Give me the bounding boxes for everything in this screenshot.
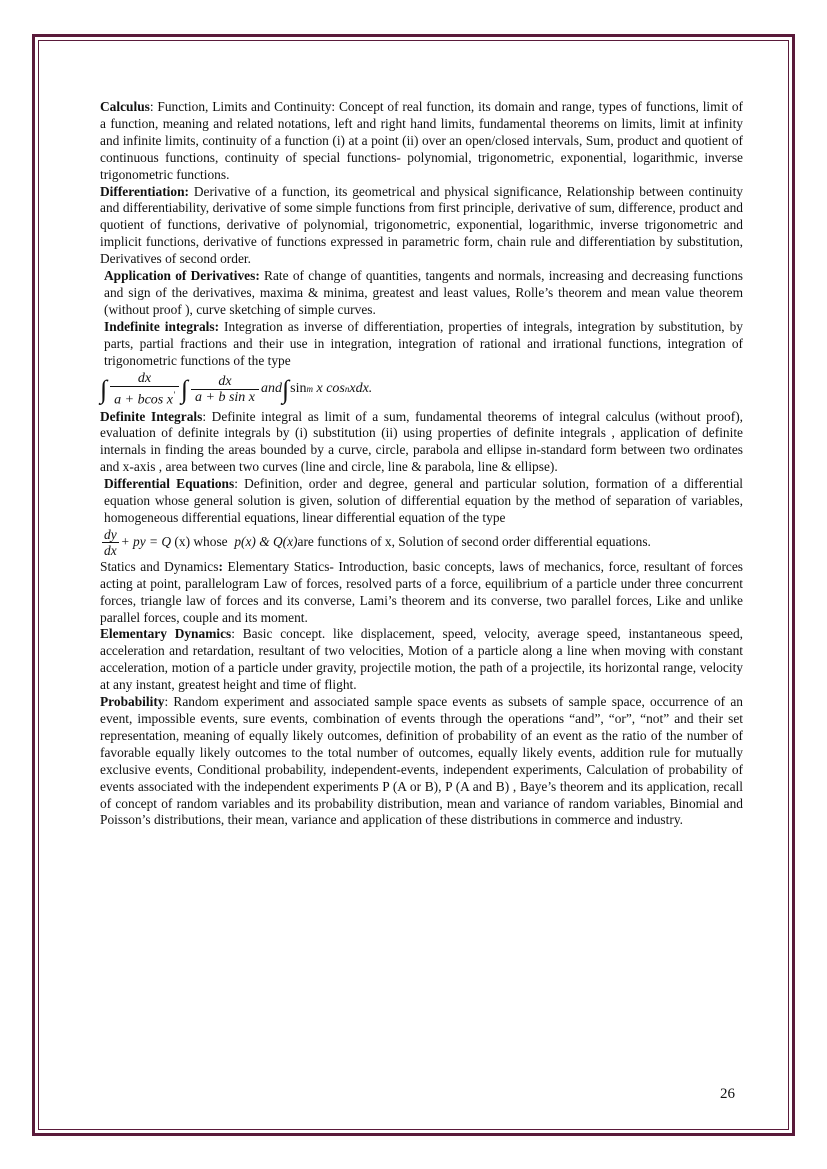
formula-x-whose: (x) whose [171,534,235,550]
page-number: 26 [720,1086,735,1102]
syllabus-content [100,99,743,829]
section-differentiation [100,184,743,269]
calculus-heading: Calculus [100,99,150,114]
application-heading: Application of Derivatives: [104,268,260,284]
fraction-2 [191,374,259,406]
dy-dx-fraction [102,527,119,559]
section-probability [100,694,743,829]
indefinite-body: Integration as inverse of differentiation, properties of integrals, integration by substitution, by parts, partial fractions and their use in integration, integration of rational and irrational functions, integration of trigonometric functions of the type [104,318,743,368]
indefinite-heading: Indefinite integrals: [104,318,220,334]
integral-sign-icon: ∫ [180,374,189,404]
fraction-2-numerator: dx [218,373,232,389]
differentiation-heading: Differentiation: [100,183,190,199]
section-differential-equations [100,476,743,527]
probability-body: : Random experiment and associated sample space events as subsets of sample space, occurrence of an event, impossible events, sure events, combination of events through the operations “and”, “or”, “not” and their set representation, meaning of equally likely outcomes, definition of probability of an event as the ratio of the number of favorable equally likely outcomes to the total number of outcomes, equally likely events, addition rule for mutually exclusive events, Conditional probability, independent-events, independent experiments, Calculation of probability of events associated with the independent experiments P (A or B), P (A and B) , Baye’s theorem and its application, recall of concept of random variables and its probability distribution, mean and variance of random variables, Binomial and Poisson’s distributions, their mean, variance and application of these distributions in commerce and industry. [100,694,743,828]
formula-pq: p(x) & Q(x) [234,534,298,550]
statics-heading-colon: : [218,558,223,574]
integral-sign-icon: ∫ [282,374,290,404]
fraction-1-denominator-text: a + bcos x [114,392,173,408]
dynamics-heading: Elementary Dynamics [100,626,232,642]
fraction-1-mark: ' [172,389,175,400]
formula-sin: sin [290,381,307,397]
differential-body: : Definition, order and degree, general and particular solution, formation of a differential equation whose general solution is given, solution of differential equation by the method of separation of variables, homogeneous differential equations, linear differential equation of the type [104,476,743,525]
formula-tail: are functions of x, Solution of second order differential equations. [297,534,651,550]
dx-denominator: dx [104,542,117,558]
integral-sign-icon: ∫ [100,374,108,404]
calculus-body: : Function, Limits and Continuity: Concept of real function, its domain and range, types of functions, limit of a function, meaning and related notations, left and right hand limits, fundamental theorems on limits, limit at infinity and infinite limits, continuity of a function (i) at a point (ii) over an open/closed intervals, Sum, product and quotient of continuous functions, continuity of special functions- polynomial, trigonometric, exponential, logarithmic, inverse trigonometric functions. [100,99,743,182]
section-definite-integrals [100,409,743,477]
section-application-of-derivatives [100,268,743,319]
definite-body: : Definite integral as limit of a sum, fundamental theorems of integral calculus (without proof), evaluation of definite integrals by (i) substitution (ii) using properties of definite integrals , application of definite internals in finding the areas bounded by a curve, circle, parabola and ellipse in-standard form between two ordinates and x-axis , area between two curves (line and circle, line & parabola, line & ellipse). [100,408,743,475]
fraction-1 [110,371,179,409]
statics-heading: Statics and Dynamics [100,558,219,574]
application-body: Rate of change of quantities, tangents and normals, increasing and decreasing functions and sign of the derivatives, maxima & minima, greatest and least values, Rolle’s theorem and mean value theorem (without proof ), curve sketching of simple curves. [104,268,743,317]
differential-heading: Differential Equations [104,476,235,492]
section-elementary-dynamics [100,626,743,694]
formula-end: xdx. [349,381,373,397]
dynamics-body: : Basic concept. like displacement, speed, velocity, average speed, instantaneous speed, acceleration and retardation, resultant of two velocities, Motion of a particle along a line when moving with constant acceleration, motion of a particle under gravity, projectile motion, the path of a projectile, its horizontal range, velocity at any instant, greatest height and time of flight. [100,626,743,693]
section-statics [100,559,743,627]
formula-sup-m: m [306,384,313,395]
statics-body: Elementary Statics- Introduction, basic concepts, laws of mechanics, force, resultant of forces acting at point, parallelogram Law of forces, resolved parts of a force, equilibrium of a particle under three concurrent forces, triangle law of forces and its converse, Lami’s theorem and its converse, two parallel forces, Like and unlike parallel forces, couple and its moment. [100,558,744,625]
probability-heading: Probability [100,694,165,710]
formula-sup-n: n [344,384,350,395]
section-indefinite-integrals [100,319,743,370]
formula-x-cos: x cos [316,381,345,397]
formula-expression: + py = Q [120,534,172,550]
dy-numerator: dy [104,526,117,542]
fraction-1-numerator: dx [137,370,152,386]
fraction-1-denominator [110,386,179,409]
indefinite-integral-formula [100,371,743,409]
formula-and: and [261,381,283,397]
differential-equation-formula [100,527,743,559]
section-calculus [100,99,743,184]
definite-heading: Definite Integrals [100,408,203,424]
fraction-2-denominator: a + b sin x [191,389,259,406]
differentiation-body: Derivative of a function, its geometrical and physical significance, Relationship between continuity and differentiability, derivative of some simple functions from first principle, derivative of sum, difference, product and quotient of functions, derivative of polynomial, trigonometric, exponential, logarithmic, inverse trigonometric and implicit functions, derivative of functions expressed in parametric form, chain rule and differentiation by substitution, Derivatives of second order. [100,183,743,267]
